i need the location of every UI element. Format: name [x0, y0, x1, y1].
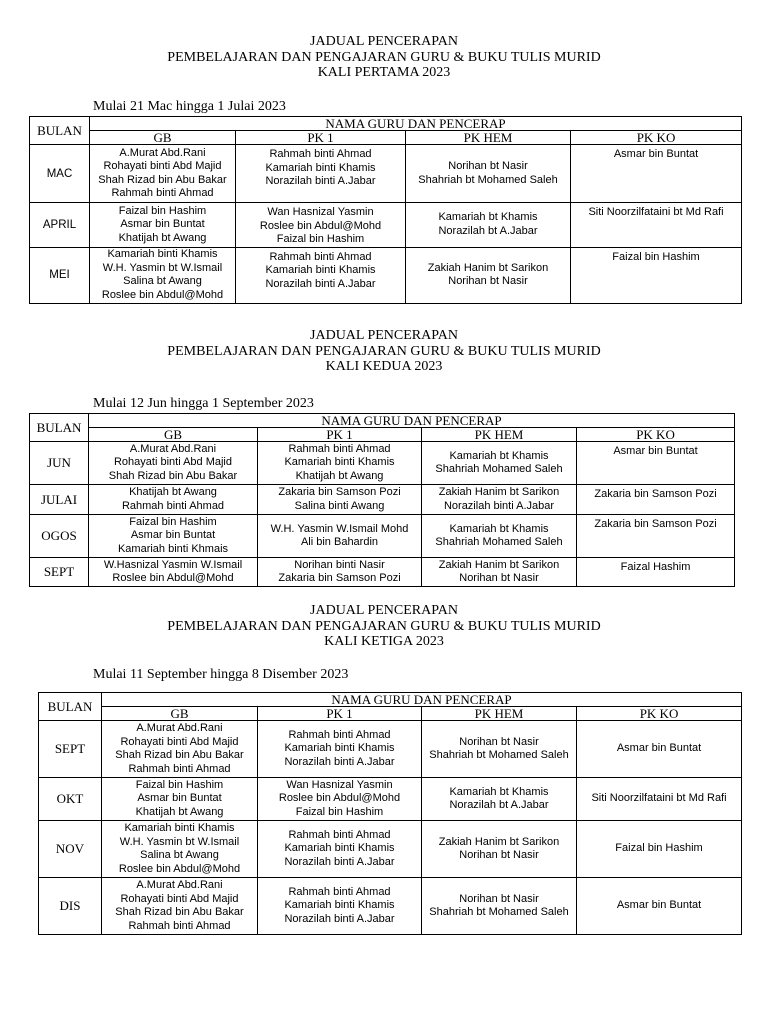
observer-name: Faizal bin Hashim — [615, 842, 703, 855]
pk1-cell — [258, 721, 422, 778]
gb-cell — [89, 442, 258, 485]
section3-table-body — [39, 721, 742, 935]
pkko-cell — [577, 778, 742, 821]
month-cell: OGOS — [30, 515, 89, 558]
observer-name: Khatijah bt Awang — [295, 469, 384, 482]
header-gb: GB — [102, 707, 258, 721]
observer-name: Shahriah Mohamed Saleh — [435, 463, 563, 475]
observer-name: Asmar bin Buntat — [613, 148, 699, 160]
pkhem-cell — [422, 778, 577, 821]
observer-name: Roslee bin Abdul@Mohd — [112, 572, 234, 584]
pkko-cell — [571, 145, 742, 203]
observer-name: Rahmah binti Ahmad — [111, 187, 214, 199]
observer-name: Siti Noorzilfataini bt Md Rafi — [588, 206, 724, 218]
section2-schedule-table — [29, 413, 735, 587]
section3-title-line3: KALI KETIGA 2023 — [324, 634, 444, 649]
schedule-row — [39, 721, 742, 778]
header-pkhem: PK HEM — [422, 707, 577, 721]
section3-schedule-table — [38, 692, 742, 935]
header-pkko: PK KO — [577, 428, 735, 442]
observer-name: Faizal bin Hashim — [129, 515, 217, 528]
observer-name: Zakaria bin Samson Pozi — [594, 518, 717, 530]
observer-name: W.Hasnizal Yasmin W.Ismail — [103, 558, 243, 571]
header-gb: GB — [89, 428, 258, 442]
observer-name: Norazilah binti A.Jabar — [443, 499, 555, 512]
observer-name: Siti Noorzilfataini bt Md Rafi — [591, 792, 727, 805]
observer-name: Roslee bin Abdul@Mohd — [101, 288, 224, 301]
observer-name: Norazilah bt A.Jabar — [449, 799, 549, 811]
section3-period: Mulai 11 September hingga 8 Disember 2023 — [93, 667, 349, 682]
section2-title-block — [0, 328, 768, 375]
observer-name: Rahmah binti Ahmad — [121, 499, 225, 512]
observer-name: Asmar bin Buntat — [616, 899, 702, 912]
section1-title-line3: KALI PERTAMA 2023 — [317, 65, 451, 80]
observer-name: Faizal bin Hashim — [135, 778, 224, 791]
pkko-cell — [577, 558, 735, 587]
header-pk1: PK 1 — [258, 428, 422, 442]
observer-name: Faizal Hashim — [620, 561, 691, 573]
observer-name: Roslee bin Abdul@Mohd — [259, 219, 382, 232]
observer-name: Norihan bt Nasir — [459, 735, 539, 748]
pkhem-cell — [422, 515, 577, 558]
observer-name: Rahmah binti Ahmad — [269, 148, 372, 160]
observer-name: Kamariah binti Khamis — [124, 822, 235, 834]
schedule-row — [39, 778, 742, 821]
observer-name: Shahriah bt Mohamed Saleh — [429, 906, 569, 918]
pkko-cell — [577, 485, 735, 515]
observer-name: Zakiah Hanim bt Sarikon — [427, 261, 549, 274]
pkko-cell — [571, 203, 742, 248]
section3-title-block — [0, 603, 768, 650]
observer-name: Zakaria bin Samson Pozi — [278, 572, 401, 584]
pkhem-cell — [406, 145, 571, 203]
month-cell: DIS — [39, 878, 102, 935]
section2-title-line3: KALI KEDUA 2023 — [325, 359, 443, 374]
observer-name: Kamariah bt Khamis — [438, 211, 538, 224]
pk1-cell — [258, 778, 422, 821]
header-nama-guru: NAMA GURU DAN PENCERAP — [89, 414, 735, 428]
gb-cell — [89, 515, 258, 558]
section1-period: Mulai 21 Mac hingga 1 Julai 2023 — [93, 99, 286, 114]
month-cell: MAC — [30, 145, 90, 203]
observer-name: Asmar bin Buntat — [137, 792, 222, 805]
observer-name: Shah Rizad bin Abu Bakar — [115, 906, 244, 918]
gb-cell — [90, 145, 236, 203]
observer-name: Norazilah binti A.Jabar — [284, 855, 395, 868]
pk1-cell — [258, 558, 422, 587]
pk1-cell — [258, 442, 422, 485]
gb-cell — [102, 878, 258, 935]
observer-name: Shahriah bt Mohamed Saleh — [429, 749, 569, 761]
observer-name: Faizal bin Hashim — [295, 805, 384, 818]
schedule-row — [30, 442, 735, 485]
section3-title-line2: PEMBELAJARAN DAN PENGAJARAN GURU & BUKU TULIS MURID — [167, 618, 601, 634]
observer-name: Salina bt Awang — [140, 849, 219, 861]
header-pk1: PK 1 — [236, 131, 406, 145]
month-cell: SEPT — [30, 558, 89, 587]
observer-name: A.Murat Abd.Rani — [119, 146, 206, 159]
pk1-cell — [258, 485, 422, 515]
observer-name: Norihan bt Nasir — [459, 892, 539, 905]
observer-name: Zakiah Hanim bt Sarikon — [438, 558, 560, 571]
observer-name: Norazilah binti A.Jabar — [284, 912, 395, 925]
observer-name: Rahmah binti Ahmad — [288, 728, 391, 741]
month-cell: NOV — [39, 821, 102, 878]
observer-name: Faizal bin Hashim — [612, 250, 700, 263]
observer-name: Rahmah binti Ahmad — [128, 762, 231, 775]
observer-name: Shah Rizad bin Abu Bakar — [98, 173, 227, 186]
observer-name: Rohayati binti Abd Majid — [120, 735, 239, 748]
section1-title-line1: JADUAL PENCERAPAN — [310, 34, 458, 49]
month-cell: JUN — [30, 442, 89, 485]
observer-name: Zakiah Hanim bt Sarikon — [438, 835, 560, 848]
schedule-row — [30, 485, 735, 515]
pk1-cell — [258, 878, 422, 935]
gb-cell — [102, 778, 258, 821]
pkko-cell — [577, 821, 742, 878]
observer-name: Rohayati binti Abd Majid — [103, 160, 222, 172]
month-cell: OKT — [39, 778, 102, 821]
pkko-cell — [577, 721, 742, 778]
section1-title-block — [0, 34, 768, 81]
observer-name: Rohayati binti Abd Majid — [113, 456, 232, 469]
observer-name: Shah Rizad bin Abu Bakar — [108, 469, 238, 482]
observer-name: Shahriah bt Mohamed Saleh — [418, 173, 558, 186]
schedule-row — [30, 203, 742, 248]
gb-cell — [102, 821, 258, 878]
pk1-cell — [258, 515, 422, 558]
observer-name: Norazilah binti A.Jabar — [265, 175, 376, 187]
observer-name: Norihan bt Nasir — [459, 572, 539, 584]
header-nama-guru: NAMA GURU DAN PENCERAP — [90, 117, 742, 131]
pk1-cell — [236, 145, 406, 203]
observer-name: Rahmah binti Ahmad — [269, 250, 372, 263]
section2-title-line2: PEMBELAJARAN DAN PENGAJARAN GURU & BUKU TULIS MURID — [167, 343, 601, 359]
section1-schedule-table — [29, 116, 742, 304]
gb-cell — [89, 485, 258, 515]
observer-name: Kamariah binti Khamis — [284, 842, 395, 855]
schedule-row — [30, 247, 742, 303]
observer-name: A.Murat Abd.Rani — [136, 722, 223, 734]
gb-cell — [102, 721, 258, 778]
observer-name: W.H. Yasmin W.Ismail Mohd — [270, 522, 409, 535]
section2-table-body — [30, 442, 735, 587]
observer-name: Rahmah binti Ahmad — [128, 919, 231, 932]
gb-cell — [89, 558, 258, 587]
observer-name: Wan Hasnizal Yasmin — [267, 206, 374, 218]
observer-name: Khatijah bt Awang — [118, 231, 207, 244]
observer-name: Norihan bt Nasir — [448, 275, 528, 287]
pkko-cell — [577, 515, 735, 558]
observer-name: Rohayati binti Abd Majid — [120, 892, 239, 905]
observer-name: Norihan bt Nasir — [448, 160, 528, 172]
section1-table-body — [30, 145, 742, 304]
observer-name: Norihan binti Nasir — [294, 558, 385, 571]
pkko-cell — [577, 878, 742, 935]
observer-name: Salina binti Awang — [294, 499, 385, 512]
observer-name: Kamariah binti Khamis — [284, 742, 395, 755]
observer-name: W.H. Yasmin bt W.Ismail — [102, 261, 223, 274]
header-gb: GB — [90, 131, 236, 145]
observer-name: Faizal bin Hashim — [276, 233, 365, 245]
observer-name: Asmar bin Buntat — [616, 742, 702, 755]
observer-name: W.H. Yasmin bt W.Ismail — [119, 835, 240, 848]
schedule-row — [30, 515, 735, 558]
header-bulan: BULAN — [39, 693, 102, 721]
section2-title-line1: JADUAL PENCERAPAN — [310, 328, 458, 343]
observer-name: Norazilah binti A.Jabar — [265, 277, 376, 290]
observer-name: Norihan bt Nasir — [459, 849, 539, 861]
gb-cell — [90, 247, 236, 303]
observer-name: Norazilah bt A.Jabar — [438, 224, 538, 237]
section2-period: Mulai 12 Jun hingga 1 September 2023 — [93, 396, 314, 411]
header-pkhem: PK HEM — [422, 428, 577, 442]
observer-name: Ali bin Bahardin — [300, 536, 379, 548]
observer-name: Kamariah binti Khmais — [117, 542, 229, 555]
pkhem-cell — [406, 247, 571, 303]
header-bulan: BULAN — [30, 117, 90, 145]
observer-name: Asmar bin Buntat — [120, 218, 205, 230]
observer-name: Wan Hasnizal Yasmin — [286, 778, 393, 791]
observer-name: Rahmah binti Ahmad — [288, 885, 391, 898]
month-cell: MEI — [30, 247, 90, 303]
header-pkhem: PK HEM — [406, 131, 571, 145]
observer-name: A.Murat Abd.Rani — [136, 879, 223, 891]
observer-name: Khatijah bt Awang — [129, 486, 217, 498]
observer-name: Kamariah binti Khamis — [265, 264, 376, 276]
pkhem-cell — [422, 878, 577, 935]
observer-name: Kamariah binti Khamis — [284, 456, 395, 469]
observer-name: Shahriah Mohamed Saleh — [435, 536, 563, 548]
pkhem-cell — [422, 821, 577, 878]
observer-name: Khatijah bt Awang — [135, 805, 224, 818]
observer-name: Salina bt Awang — [123, 275, 202, 287]
observer-name: Asmar bin Buntat — [613, 445, 698, 457]
month-cell: APRIL — [30, 203, 90, 248]
pkhem-cell — [422, 558, 577, 587]
header-bulan: BULAN — [30, 414, 89, 442]
section3-title-line1: JADUAL PENCERAPAN — [310, 603, 458, 618]
observer-name: Shah Rizad bin Abu Bakar — [115, 749, 244, 761]
pkko-cell — [577, 442, 735, 485]
header-pkko: PK KO — [571, 131, 742, 145]
observer-name: A.Murat Abd.Rani — [129, 442, 217, 455]
schedule-row — [39, 821, 742, 878]
observer-name: Roslee bin Abdul@Mohd — [118, 862, 241, 875]
pkhem-cell — [422, 442, 577, 485]
observer-name: Kamariah binti Khamis — [284, 899, 395, 912]
observer-name: Kamariah binti Khamis — [107, 248, 218, 260]
pk1-cell — [236, 247, 406, 303]
observer-name: Zakaria bin Samson Pozi — [278, 486, 401, 498]
observer-name: Kamariah bt Khamis — [449, 449, 549, 462]
header-pk1: PK 1 — [258, 707, 422, 721]
observer-name: Rahmah binti Ahmad — [288, 828, 391, 841]
header-pkko: PK KO — [577, 707, 742, 721]
header-nama-guru: NAMA GURU DAN PENCERAP — [102, 693, 742, 707]
pk1-cell — [258, 821, 422, 878]
observer-name: Rahmah binti Ahmad — [288, 442, 391, 455]
schedule-row — [30, 558, 735, 587]
month-cell: SEPT — [39, 721, 102, 778]
observer-name: Norazilah binti A.Jabar — [284, 755, 395, 768]
observer-name: Asmar bin Buntat — [130, 529, 216, 542]
gb-cell — [90, 203, 236, 248]
month-cell: JULAI — [30, 485, 89, 515]
pkhem-cell — [422, 485, 577, 515]
observer-name: Zakaria bin Samson Pozi — [594, 488, 717, 500]
section1-title-line2: PEMBELAJARAN DAN PENGAJARAN GURU & BUKU TULIS MURID — [167, 49, 601, 65]
observer-name: Kamariah bt Khamis — [449, 785, 549, 798]
pkko-cell — [571, 247, 742, 303]
observer-name: Kamariah bt Khamis — [449, 522, 549, 535]
schedule-row — [39, 878, 742, 935]
pkhem-cell — [406, 203, 571, 248]
observer-name: Roslee bin Abdul@Mohd — [278, 792, 401, 805]
observer-name: Kamariah binti Khamis — [265, 161, 376, 174]
schedule-row — [30, 145, 742, 203]
pkhem-cell — [422, 721, 577, 778]
observer-name: Zakiah Hanim bt Sarikon — [438, 486, 560, 498]
pk1-cell — [236, 203, 406, 248]
observer-name: Faizal bin Hashim — [118, 204, 207, 217]
